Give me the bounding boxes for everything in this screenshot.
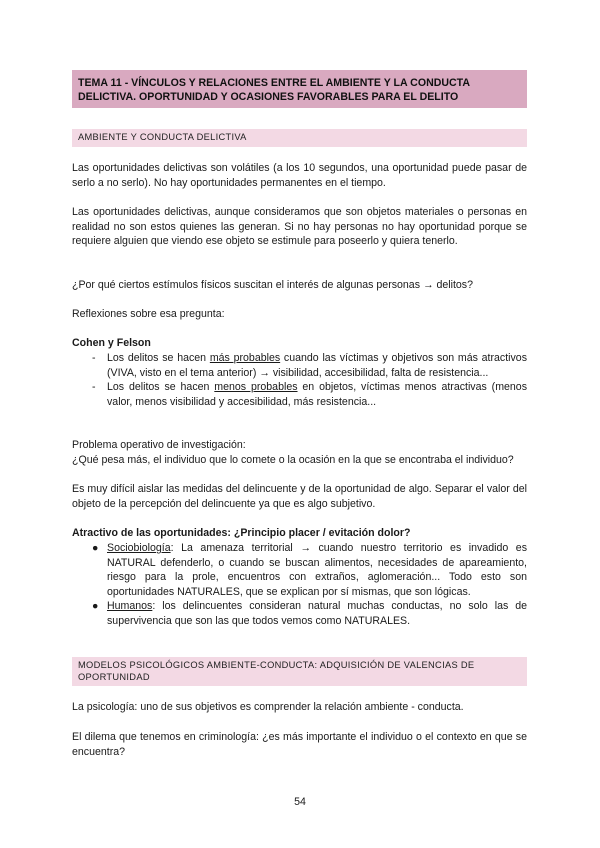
chapter-title-box <box>72 70 527 108</box>
list-item: - Los delitos se hacen más probables cuando las víctimas y objetivos son más atractivos (VIVA, visto en el tema anterior) → visibilidad, accesibilidad, falta de resistencia... <box>92 352 527 379</box>
paragraph: El dilema que tenemos en criminología: ¿es más importante el individuo o el contexto en que se encuentra? <box>72 731 527 758</box>
dash-bullet: - <box>92 381 96 394</box>
list-item: - Los delitos se hacen menos probables en objetos, víctimas menos atractivas (menos valor, menos visibilidad y accesibilidad, más resistencia... <box>92 381 527 408</box>
paragraph: Las oportunidades delictivas son volátiles (a los 10 segundos, una oportunidad puede pasar de serlo a no serlo). No hay oportunidades permanentes en el tiempo. <box>72 162 527 189</box>
subheading-atractivo: Atractivo de las oportunidades: ¿Principio placer / evitación dolor? <box>72 527 411 539</box>
underlined-term: Humanos <box>107 600 153 613</box>
atractivo-list <box>72 541 527 629</box>
list-item: ● Humanos: los delincuentes consideran natural muchas conductas, no solo las de supervivencia que son las que todos vemos como NATURALES. <box>92 600 527 627</box>
paragraph: Reflexiones sobre esa pregunta: <box>72 308 225 320</box>
paragraph: ¿Qué pesa más, el individuo que lo comete o la ocasión en la que se encontraba el individuo? <box>72 454 514 466</box>
paragraph: La psicología: uno de sus objetivos es comprender la relación ambiente - conducta. <box>72 701 464 713</box>
underlined-term: más probables <box>209 352 281 364</box>
section-header-ambiente <box>72 129 527 147</box>
cohen-felson-list <box>72 351 527 409</box>
bullet-dot: ● <box>92 600 99 613</box>
bullet-dot: ● <box>92 542 99 554</box>
paragraph: Problema operativo de investigación: <box>72 439 246 451</box>
section-header-modelos <box>72 657 527 686</box>
section-title: MODELOS PSICOLÓGICOS AMBIENTE-CONDUCTA: ADQUISICIÓN DE VALENCIAS DE OPORTUNIDAD <box>78 660 475 682</box>
paragraph: Las oportunidades delictivas, aunque consideramos que son objetos materiales o personas en realidad no son estos quienes las generan. Si no hay personas no hay oportunidad porque se requiere alguien que viendo ese objeto se estimule para poseerlo y quiera tenerlo. <box>72 206 527 248</box>
paragraph: ¿Por qué ciertos estímulos físicos suscitan el interés de algunas personas → delitos? <box>72 279 473 291</box>
chapter-title: TEMA 11 - VÍNCULOS Y RELACIONES ENTRE EL AMBIENTE Y LA CONDUCTA DELICTIVA. OPORTUNIDAD Y OCASIONES FAVORABLES PARA EL DELITO <box>78 77 470 103</box>
dash-bullet: - <box>92 352 96 364</box>
paragraph: Es muy difícil aislar las medidas del delincuente y de la oportunidad de algo. Separar el valor del objeto de la percepción del delincuente ya que es algo subjetivo. <box>72 483 527 510</box>
section-title: AMBIENTE Y CONDUCTA DELICTIVA <box>78 132 247 142</box>
page-number: 54 <box>294 796 306 808</box>
list-item: ● Sociobiología: La amenaza territorial → cuando nuestro territorio es invadido es NATURAL defenderlo, o cuando se buscan alimentos, necesidades de apareamiento, riesgo para la prole, encuentros con extraños, aglomeración... Todo esto son oportunidades NATURALES, que se explican por sí mismas, que son lógicas. <box>92 542 527 598</box>
underlined-term: menos probables <box>214 381 298 394</box>
subheading-cohen-felson: Cohen y Felson <box>72 337 151 349</box>
underlined-term: Sociobiología <box>107 542 171 554</box>
